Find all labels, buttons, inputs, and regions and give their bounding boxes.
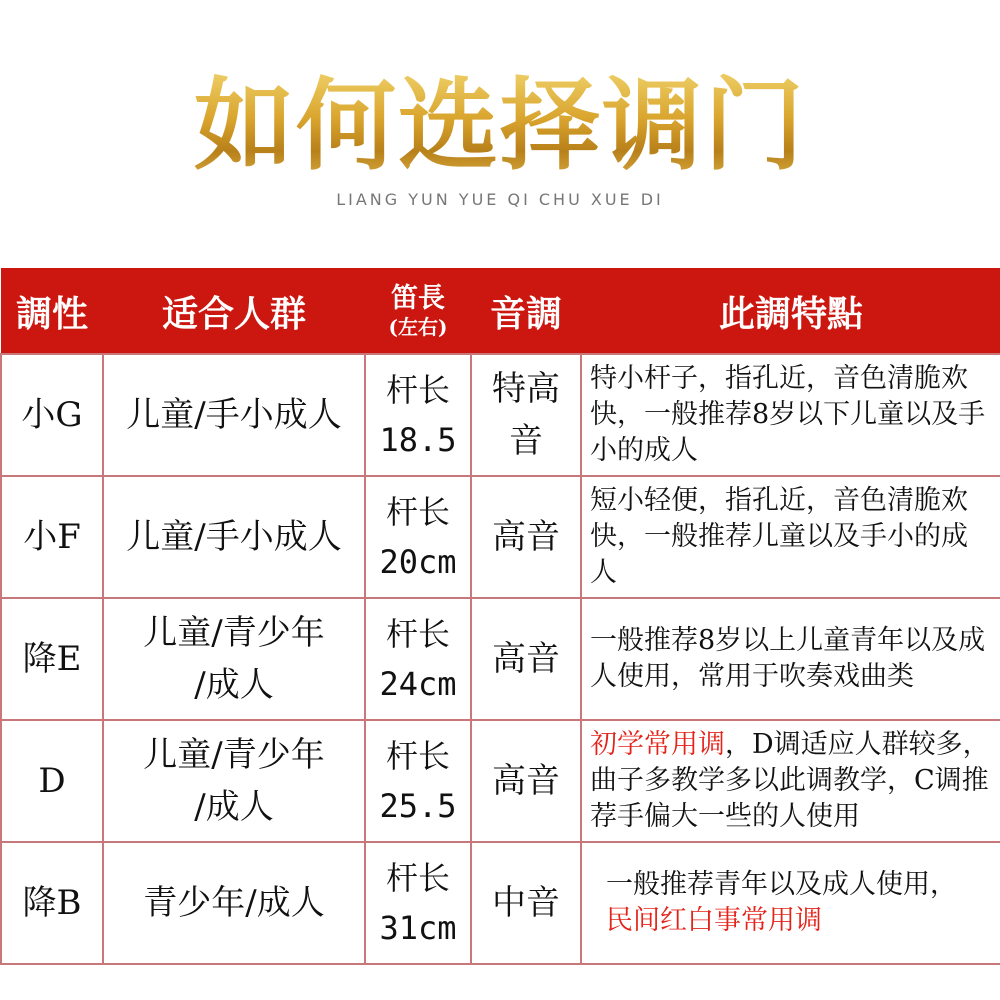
header-features: 此調特點	[581, 269, 1000, 355]
description-text: 短小轻便，指孔近，音色清脆欢快，一般推荐儿童以及手小的成人	[590, 485, 968, 588]
cell-pitch: 特高音	[471, 354, 581, 476]
cell-audience-line: 儿童/手小成人	[126, 395, 342, 435]
cell-audience	[103, 354, 365, 476]
cell-length-label: 杆长	[385, 737, 450, 775]
cell-key: D	[1, 720, 103, 842]
cell-length-label: 杆长	[385, 615, 450, 653]
cell-audience-line: 儿童/手小成人	[126, 517, 342, 557]
table-header-row	[1, 269, 1000, 355]
table-row	[1, 720, 1000, 842]
cell-audience-line: /成人	[194, 787, 274, 827]
cell-pitch: 高音	[471, 720, 581, 842]
cell-length-value: 31cm	[379, 909, 457, 947]
cell-key: 小F	[1, 476, 103, 598]
page-subtitle: LIANG YUN YUE QI CHU XUE DI	[336, 190, 664, 209]
description-text: 一般推荐青年以及成人使用，	[606, 869, 957, 900]
cell-audience-line: 儿童/青少年	[143, 613, 325, 653]
cell-length-value: 24cm	[379, 665, 457, 703]
cell-audience-line: /成人	[194, 665, 274, 705]
cell-audience	[103, 720, 365, 842]
cell-key: 降B	[1, 842, 103, 964]
table-row	[1, 476, 1000, 598]
description-text: 特小杆子，指孔近，音色清脆欢快，一般推荐8岁以下儿童以及手小的成人	[590, 363, 986, 466]
header-pitch: 音調	[471, 269, 581, 355]
header-length	[365, 269, 471, 355]
cell-description	[581, 354, 1000, 476]
cell-audience-line: 儿童/青少年	[143, 735, 325, 775]
cell-length-value: 20cm	[379, 543, 457, 581]
header-length-label: 笛長	[391, 283, 445, 314]
cell-key: 小G	[1, 354, 103, 476]
cell-length	[365, 476, 471, 598]
cell-length-label: 杆长	[385, 493, 450, 531]
cell-pitch: 高音	[471, 598, 581, 720]
cell-pitch: 中音	[471, 842, 581, 964]
cell-audience	[103, 598, 365, 720]
flute-key-table	[0, 268, 1000, 965]
flute-key-table-container	[0, 268, 1000, 963]
table-row	[1, 354, 1000, 476]
cell-description	[581, 842, 1000, 964]
header-audience: 适合人群	[103, 269, 365, 355]
table-row	[1, 598, 1000, 720]
description-text: 一般推荐8岁以上儿童青年以及成人使用，常用于吹奏戏曲类	[590, 625, 986, 692]
cell-length	[365, 354, 471, 476]
cell-length	[365, 842, 471, 964]
cell-length-value: 18.5	[379, 421, 457, 459]
cell-length	[365, 720, 471, 842]
description-highlight: 初学常用调	[590, 729, 725, 760]
cell-audience	[103, 842, 365, 964]
header-length-note: (左右)	[388, 315, 448, 339]
table-row	[1, 842, 1000, 964]
page-title: 如何选择调门	[0, 60, 1000, 190]
cell-audience-line: 青少年/成人	[143, 883, 325, 923]
cell-key: 降E	[1, 598, 103, 720]
description-highlight: 民间红白事常用调	[606, 905, 822, 936]
header-key: 調性	[1, 269, 103, 355]
cell-length-value: 25.5	[379, 787, 457, 825]
cell-description	[581, 720, 1000, 842]
cell-pitch: 高音	[471, 476, 581, 598]
cell-description	[581, 476, 1000, 598]
cell-audience	[103, 476, 365, 598]
cell-length-label: 杆长	[385, 371, 450, 409]
cell-length	[365, 598, 471, 720]
cell-length-label: 杆长	[385, 859, 450, 897]
description-text: ，D调适应人群较多，曲子多教学多以此调教学，C调推荐手偏大一些的人使用	[590, 729, 990, 832]
cell-description	[581, 598, 1000, 720]
